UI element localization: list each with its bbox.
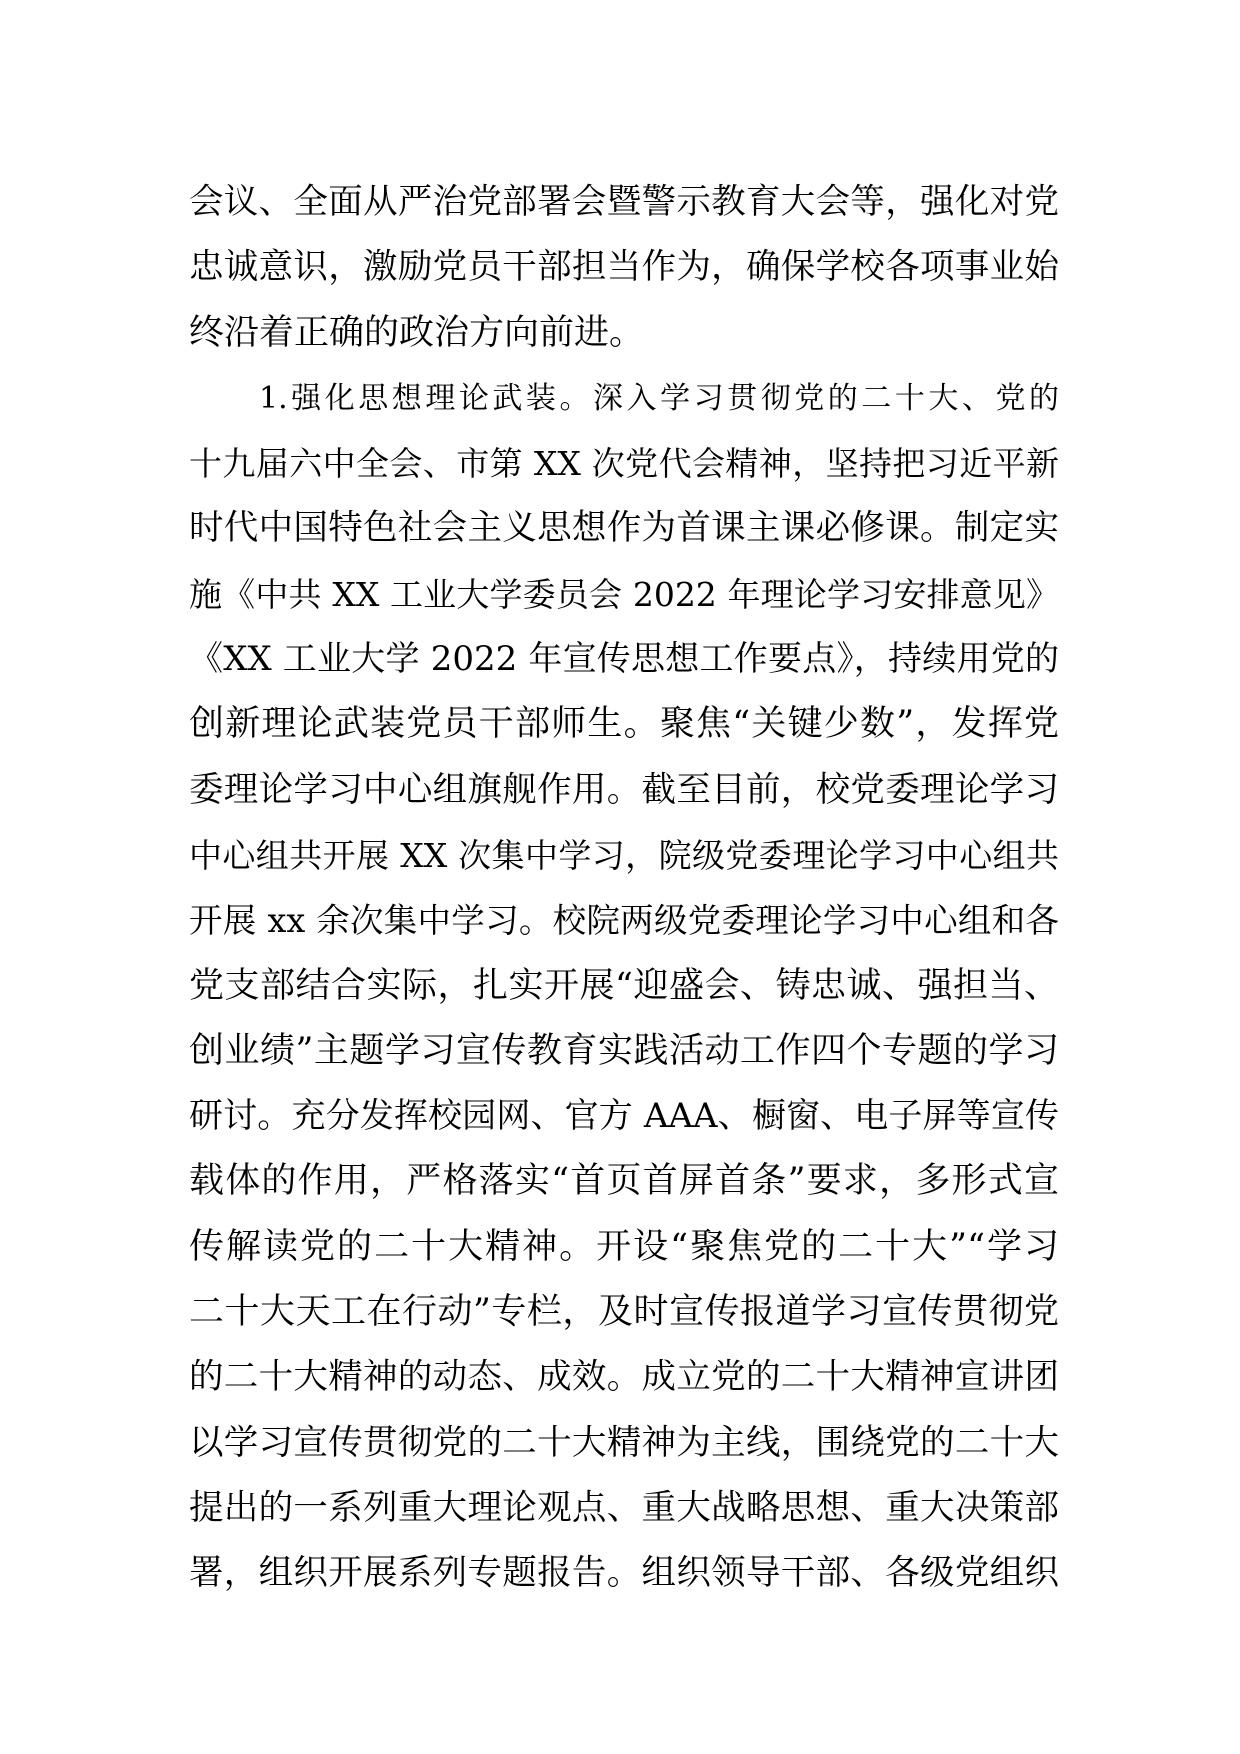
text-line: 委理论学习中心组旗舰作用。截至目前，校党委理论学习 (189, 769, 1059, 810)
text-line: 终沿着正确的政治方向前进。 (189, 312, 645, 353)
text-line: 十九届六中全会、市第 XX 次党代会精神，坚持把习近平新 (189, 444, 1059, 484)
paragraph-first-line: 1.强化思想理论武装。深入学习贯彻党的二十大、党的 (259, 380, 1059, 416)
text-line: 创新理论武装党员干部师生。聚焦“关键少数”，发挥党 (189, 704, 1059, 745)
text-line: 研讨。充分发挥校园网、官方 AAA、橱窗、电子屏等宣传 (189, 1096, 1059, 1137)
text-line: 忠诚意识，激励党员干部担当作为，确保学校各项事业始 (189, 247, 1059, 288)
text-line: 提出的一系列重大理论观点、重大战略思想、重大决策部 (189, 1487, 1059, 1528)
text-line: 时代中国特色社会主义思想作为首课主课必修课。制定实 (189, 508, 1059, 549)
text-line: 党支部结合实际，扎实开展“迎盛会、铸忠诚、强担当、 (189, 965, 1059, 1006)
text-line: 创业绩”主题学习宣传教育实践活动工作四个专题的学习 (189, 1030, 1059, 1071)
text-line: 中心组共开展 XX 次集中学习，院级党委理论学习中心组共 (189, 835, 1059, 875)
text-line: 施《中共 XX 工业大学委员会 2022 年理论学习安排意见》 (189, 574, 1059, 614)
text-line: 开展 xx 余次集中学习。校院两级党委理论学习中心组和各 (189, 901, 1059, 941)
text-line: 署，组织开展系列专题报告。组织领导干部、各级党组织 (189, 1553, 1059, 1594)
text-line: 传解读党的二十大精神。开设“聚焦党的二十大”“学习 (189, 1226, 1059, 1267)
text-line: 的二十大精神的动态、成效。成立党的二十大精神宣讲团 (189, 1357, 1059, 1398)
text-line: 会议、全面从严治党部署会暨警示教育大会等，强化对党 (189, 182, 1059, 222)
text-line: 《XX 工业大学 2022 年宣传思想工作要点》，持续用党的 (189, 639, 1059, 680)
text-line: 二十大天工在行动”专栏，及时宣传报道学习宣传贯彻党 (189, 1292, 1059, 1333)
text-line: 以学习宣传贯彻党的二十大精神为主线，围绕党的二十大 (189, 1422, 1059, 1463)
text-line: 载体的作用，严格落实“首页首屏首条”要求，多形式宣 (189, 1161, 1059, 1202)
body-text (189, 170, 1059, 1607)
